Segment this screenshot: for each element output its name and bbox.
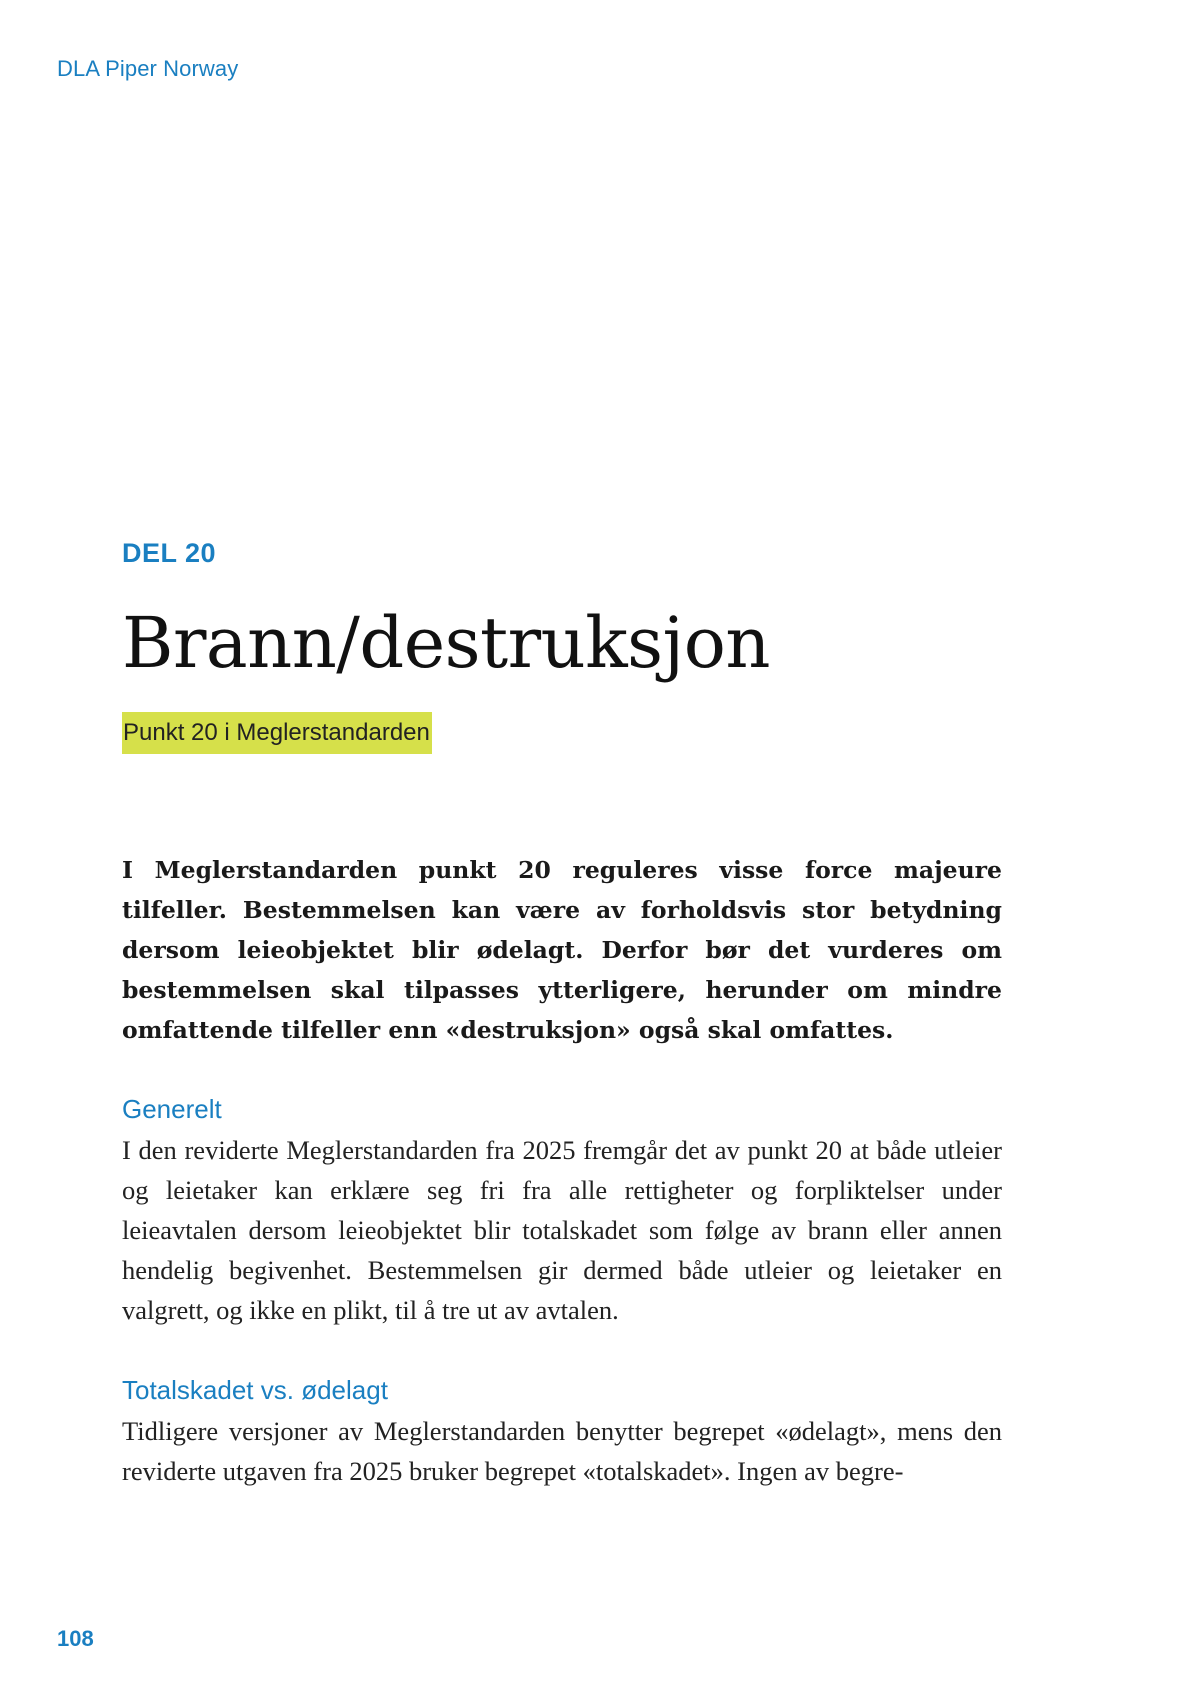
chapter-label: DEL 20: [122, 538, 217, 568]
section-body-totalskadet: Tidligere versjoner av Meglerstandarden benytter begrepet «ødelagt», mens den reviderte utgaven fra 2025 bruker begrepet «totalskadet». Ingen av begre-: [122, 1416, 1002, 1486]
section-heading-totalskadet: Totalskadet vs. ødelagt: [122, 1375, 388, 1405]
chapter-title: Brann/destruksjon: [122, 602, 770, 684]
section-body-generelt: I den reviderte Meglerstandarden fra 2025 fremgår det av punkt 20 at både utleier og leietaker kan erklære seg fri fra alle rettigheter og forpliktelser under leieavtalen dersom leieobjektet blir totalskadet som følge av brann eller annen hendelig begivenhet. Bestemmelsen gir dermed både utleier og leietaker en valgrett, og ikke en plikt, til å tre ut av avtalen.: [122, 1135, 1002, 1325]
page-number: 108: [57, 1626, 94, 1651]
section-heading-generelt: Generelt: [122, 1094, 222, 1124]
reference-tag: Punkt 20 i Meglerstandarden: [122, 712, 432, 754]
running-header: DLA Piper Norway: [57, 56, 239, 81]
intro-paragraph: I Meglerstandarden punkt 20 reguleres visse force majeure tilfeller. Bestemmelsen kan være av forholdsvis stor betydning dersom leieobjektet blir ødelagt. Derfor bør det vurderes om bestemmelsen skal tilpasses ytterligere, herunder om mindre omfattende tilfeller enn «destruksjon» også skal omfattes.: [122, 856, 1002, 1044]
